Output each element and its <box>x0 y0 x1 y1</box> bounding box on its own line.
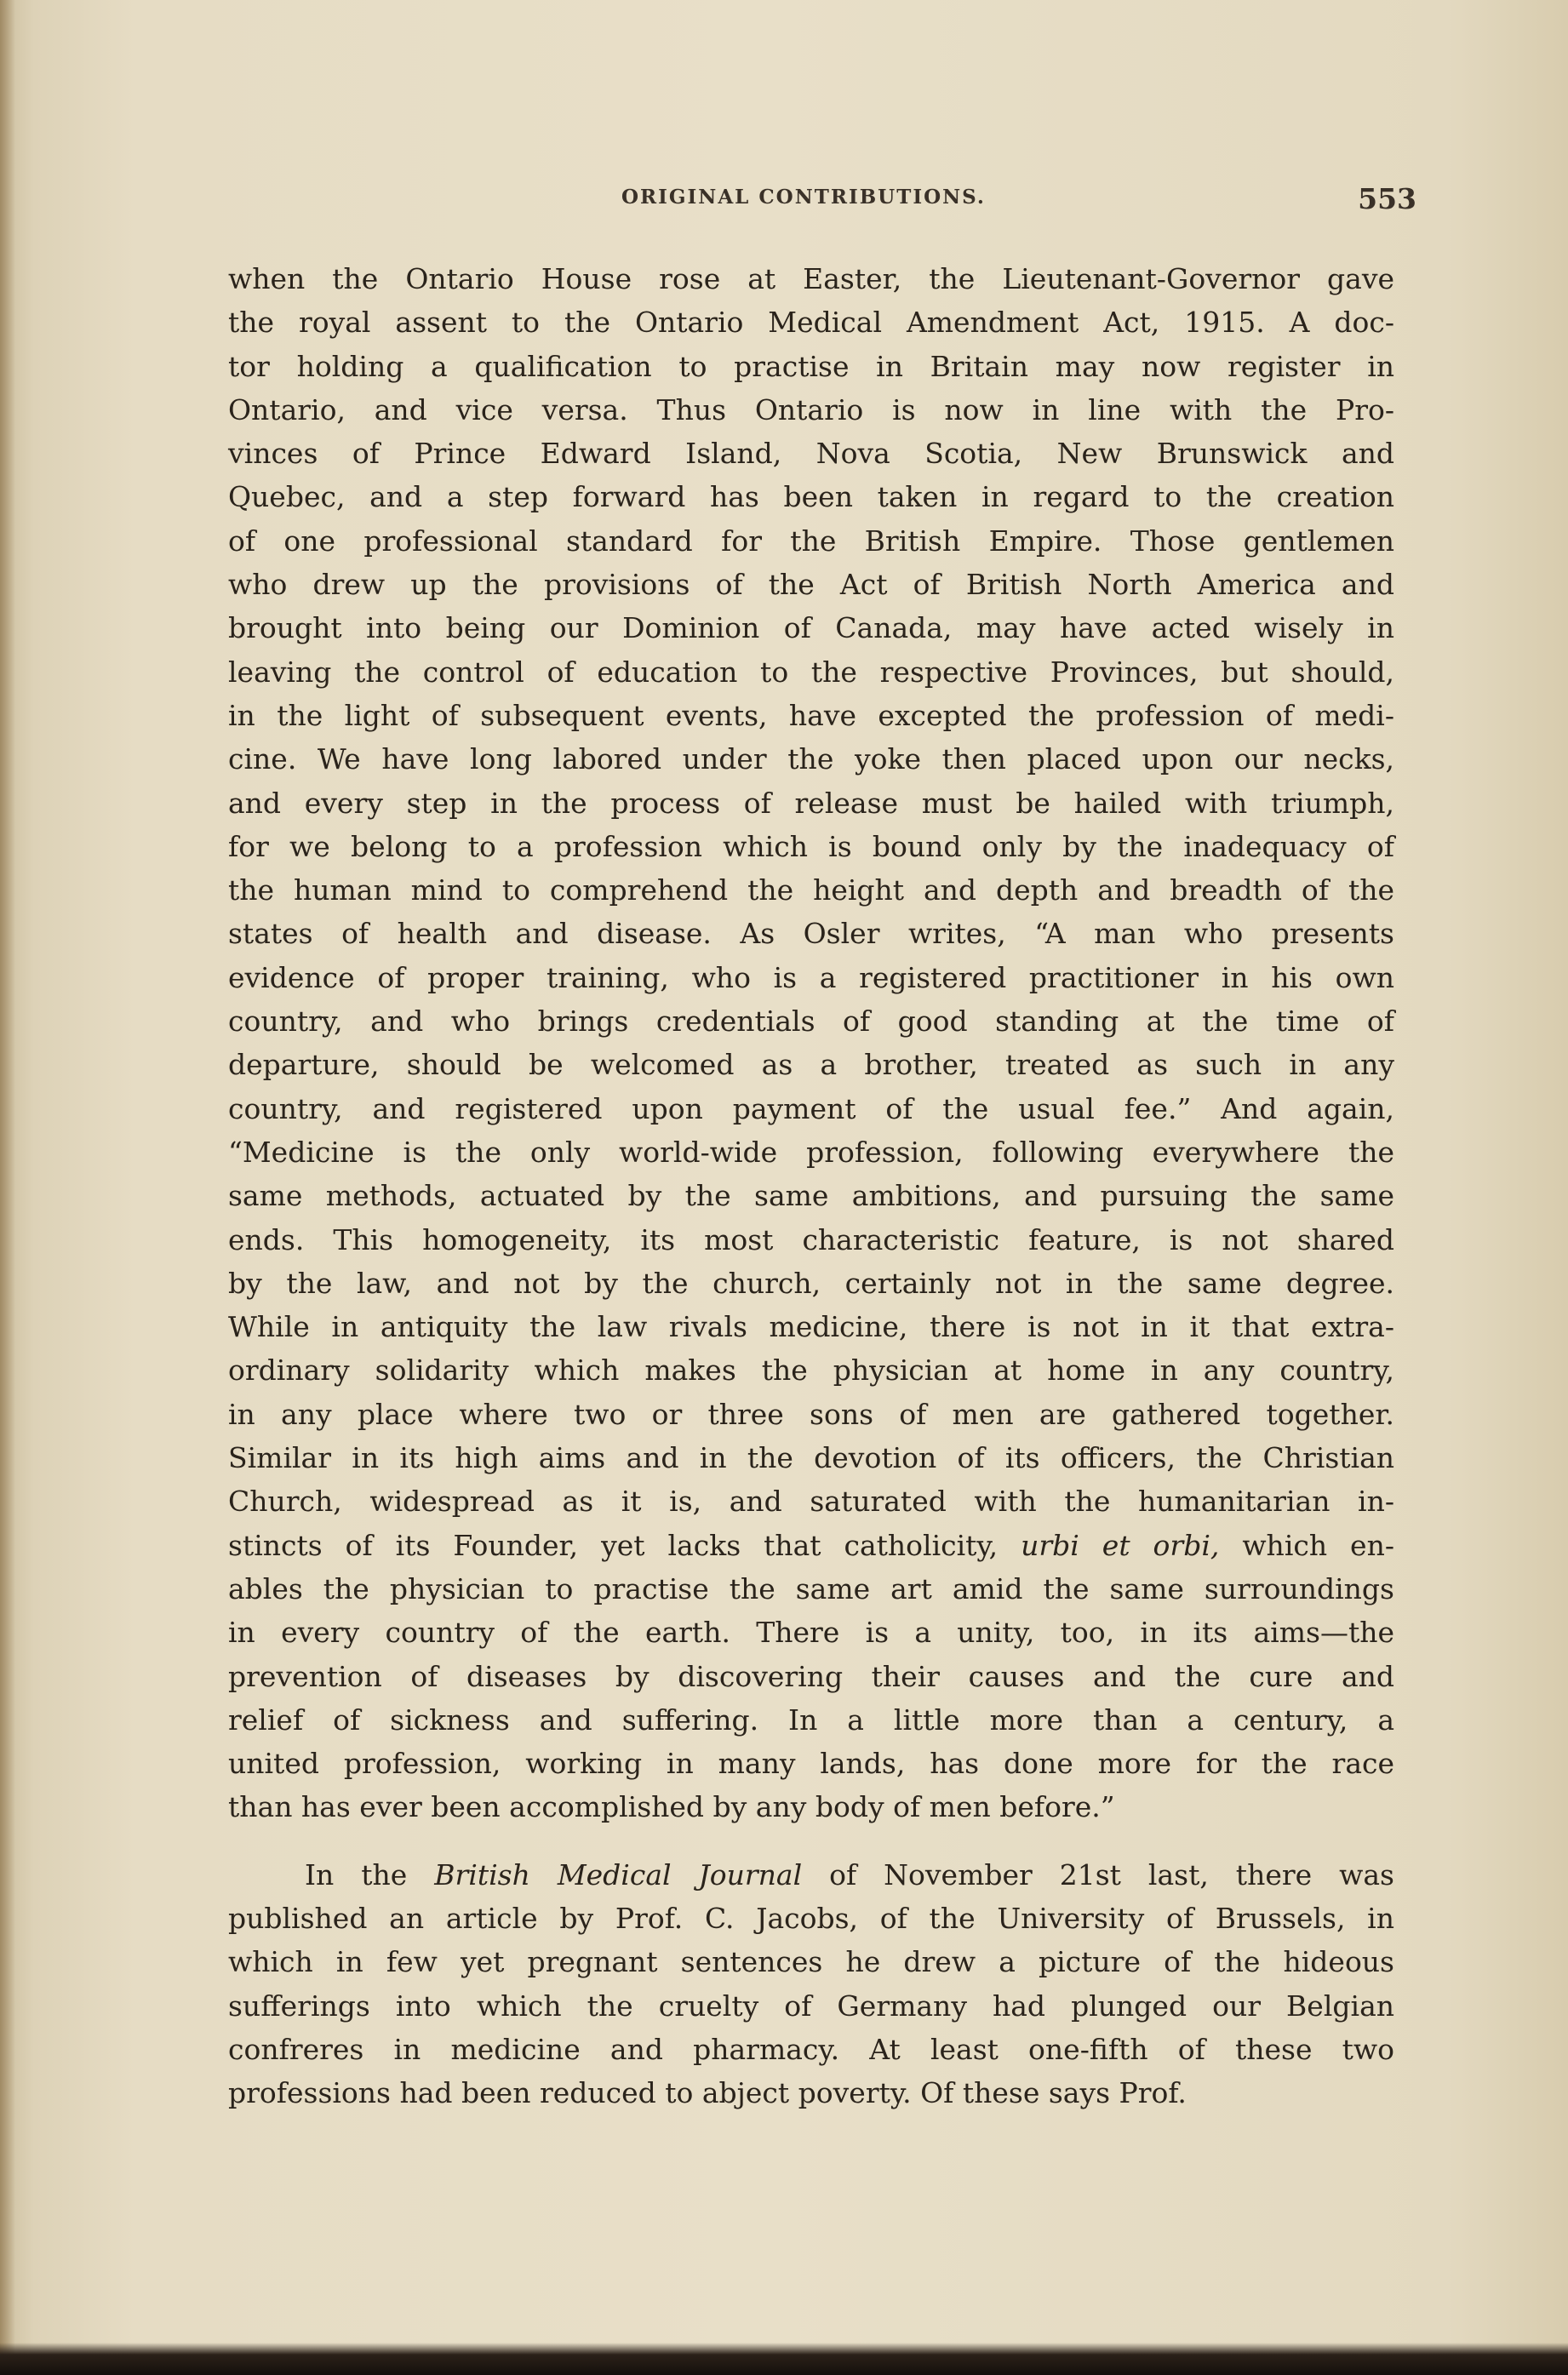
text-line <box>228 1305 1394 1348</box>
text-run: Church, widespread as it is, and saturated with the humanitarian in- <box>228 1485 1394 1519</box>
text-line <box>228 432 1394 475</box>
text-run: Similar in its high aims and in the devotion of its officers, the Christian <box>228 1441 1394 1475</box>
text-line <box>228 475 1394 518</box>
text-line <box>228 1655 1394 1698</box>
text-line <box>228 1567 1394 1611</box>
running-head: ORIGINAL CONTRIBUTIONS. <box>621 186 986 209</box>
text-line <box>228 1436 1394 1479</box>
text-run: prevention of diseases by discovering their causes and the cure and <box>228 1659 1394 1693</box>
text-line <box>228 1262 1394 1305</box>
text-run: departure, should be welcomed as a brother, treated as such in any <box>228 1048 1394 1082</box>
text-run: by the law, and not by the church, certainly not in the same degree. <box>228 1266 1394 1300</box>
italic-phrase: British Medical Journal <box>434 1857 803 1891</box>
text-run: states of health and disease. As Osler writes, “A man who presents <box>228 917 1394 951</box>
text-line <box>228 868 1394 912</box>
text-run: stincts of its Founder, yet lacks that catholicity, <box>228 1528 1021 1562</box>
text-line <box>228 650 1394 694</box>
text-run: the royal assent to the Ontario Medical Amendment Act, 1915. A doc- <box>228 306 1394 340</box>
text-run: the human mind to comprehend the height and depth and breadth of the <box>228 873 1394 907</box>
text-run: same methods, actuated by the same ambitions, and pursuing the same <box>228 1179 1394 1213</box>
paragraph-2 <box>228 1853 1394 2115</box>
text-line <box>228 345 1394 388</box>
text-line <box>228 1218 1394 1262</box>
text-run: confreres in medicine and pharmacy. At least one-fifth of these two <box>228 2032 1394 2066</box>
page-number: 553 <box>1358 182 1416 215</box>
text-line <box>228 300 1394 344</box>
page-bottom-edge <box>0 2343 1568 2375</box>
text-run: cine. We have long labored under the yoke then placed upon our necks, <box>228 742 1394 776</box>
text-run: In the <box>305 1857 435 1891</box>
text-run: leaving the control of education to the respective Provinces, but should, <box>228 655 1394 689</box>
text-line <box>228 781 1394 825</box>
text-run: in every country of the earth. There is a unity, too, in its aims—the <box>228 1616 1394 1650</box>
text-run: which in few yet pregnant sentences he drew a picture of the hideous <box>228 1945 1394 1979</box>
text-run: in the light of subsequent events, have excepted the profession of medi- <box>228 698 1394 732</box>
text-run: of November 21st last, there was <box>802 1857 1394 1891</box>
text-run: who drew up the provisions of the Act of British North America and <box>228 568 1394 602</box>
text-run: tor holding a qualification to practise in Britain may now register in <box>228 349 1394 383</box>
text-run: Ontario, and vice versa. Thus Ontario is now in line with the Pro- <box>228 392 1394 426</box>
text-line <box>228 1853 1394 1897</box>
text-line <box>228 2028 1394 2071</box>
text-line <box>228 1087 1394 1130</box>
text-line <box>228 737 1394 781</box>
text-run: brought into being our Dominion of Canada, may have acted wisely in <box>228 611 1394 645</box>
text-line <box>228 519 1394 563</box>
text-run: country, and registered upon payment of the usual fee.” And again, <box>228 1091 1394 1125</box>
text-line <box>228 257 1394 300</box>
text-run: of one professional standard for the British Empire. Those gentlemen <box>228 524 1394 558</box>
text-line <box>228 1393 1394 1436</box>
body-text <box>228 257 1394 2115</box>
text-line <box>228 999 1394 1043</box>
text-run: ordinary solidarity which makes the physician at home in any country, <box>228 1353 1394 1388</box>
text-line <box>228 563 1394 606</box>
text-run: and every step in the process of release must be hailed with triumph, <box>228 786 1394 820</box>
text-run: which en- <box>1219 1528 1394 1562</box>
italic-phrase: urbi et orbi, <box>1021 1528 1220 1562</box>
text-run: country, and who brings credentials of good standing at the time of <box>228 1004 1394 1039</box>
text-line <box>228 956 1394 999</box>
text-line <box>228 912 1394 955</box>
text-run: published an article by Prof. C. Jacobs, of the University of Brussels, in <box>228 1901 1394 1935</box>
text-line <box>228 1698 1394 1742</box>
text-run: While in antiquity the law rivals medicine, there is not in it that extra- <box>228 1310 1394 1344</box>
text-run: Quebec, and a step forward has been taken in regard to the creation <box>228 480 1394 514</box>
text-line <box>228 1524 1394 1567</box>
paragraph-1 <box>228 257 1394 1829</box>
text-run: ends. This homogeneity, its most characteristic feature, is not shared <box>228 1222 1394 1256</box>
text-run: when the Ontario House rose at Easter, the Lieutenant-Governor gave <box>228 262 1394 295</box>
text-run: united profession, working in many lands, has done more for the race <box>228 1747 1394 1781</box>
text-line <box>228 694 1394 737</box>
text-run: for we belong to a profession which is bound only by the inadequacy of <box>228 829 1394 863</box>
text-line <box>228 1897 1394 1940</box>
text-run: vinces of Prince Edward Island, Nova Scotia, New Brunswick and <box>228 437 1394 471</box>
text-line <box>228 1130 1394 1174</box>
text-line <box>228 825 1394 868</box>
text-line <box>228 1611 1394 1654</box>
text-line <box>228 1742 1394 1785</box>
text-line <box>228 1174 1394 1217</box>
text-line <box>228 2071 1394 2115</box>
text-line <box>228 388 1394 432</box>
text-run: “Medicine is the only world-wide profession, following everywhere the <box>228 1135 1394 1169</box>
text-line <box>228 1940 1394 1983</box>
text-run: sufferings into which the cruelty of Germany had plunged our Belgian <box>228 1989 1394 2023</box>
text-line <box>228 1984 1394 2028</box>
text-line <box>228 606 1394 650</box>
text-run: in any place where two or three sons of men are gathered together. <box>228 1397 1394 1431</box>
text-line <box>228 1479 1394 1523</box>
binding-shadow <box>0 0 15 2375</box>
page-header <box>228 182 1416 220</box>
paragraph-gap <box>228 1829 1394 1853</box>
text-line <box>228 1043 1394 1086</box>
text-run: than has ever been accomplished by any body of men before.” <box>228 1790 1115 1824</box>
text-line <box>228 1348 1394 1392</box>
text-run: ables the physician to practise the same art amid the same surroundings <box>228 1571 1394 1605</box>
text-run: evidence of proper training, who is a registered practitioner in his own <box>228 960 1394 994</box>
text-run: relief of sickness and suffering. In a little more than a century, a <box>228 1703 1394 1737</box>
text-line <box>228 1785 1394 1828</box>
text-run: professions had been reduced to abject poverty. Of these says Prof. <box>228 2076 1187 2110</box>
